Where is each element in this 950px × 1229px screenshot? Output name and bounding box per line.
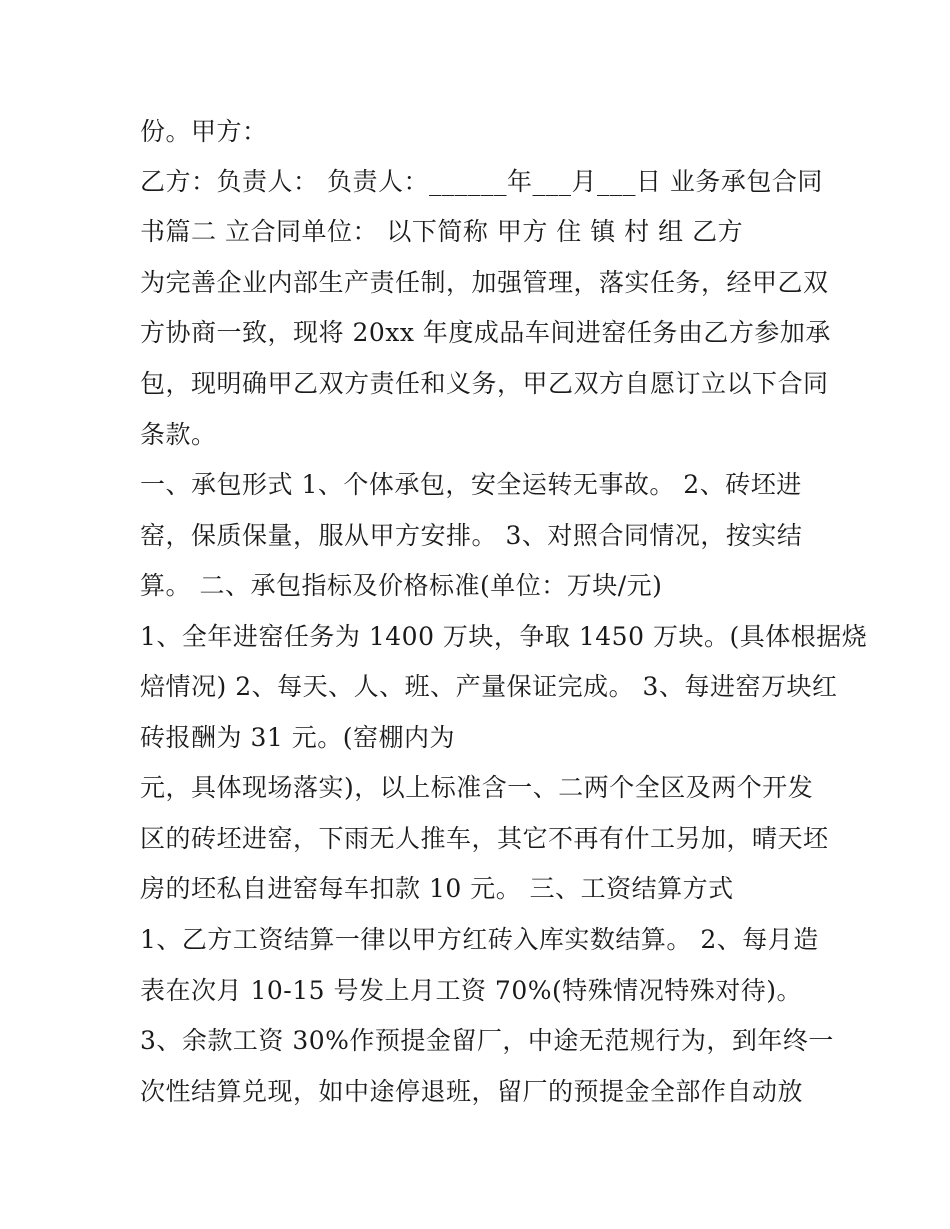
text-line: 砖报酬为 31 元。(窑棚内为 — [140, 723, 455, 752]
text-line: 房的坯私自进窑每车扣款 10 元。 三、工资结算方式 — [140, 874, 734, 903]
text-line: 包，现明确甲乙双方责任和义务，甲乙双方自愿订立以下合同 — [140, 369, 829, 398]
text-line: 表在次月 10-15 号发上月工资 70%(特殊情况特殊对待)。 — [140, 976, 802, 1005]
text-line: 焙情况) 2、每天、人、班、产量保证完成。 3、每进窑万块红 — [140, 672, 838, 701]
text-line: 1、全年进窑任务为 1400 万块，争取 1450 万块。(具体根据烧 — [140, 622, 868, 651]
text-line: 一、承包形式 1、个体承包，安全运转无事故。 2、砖坯进 — [140, 470, 802, 499]
text-line: 算。 二、承包指标及价格标准(单位：万块/元) — [140, 571, 663, 600]
text-line: 份。甲方： — [140, 117, 268, 146]
text-line: 次性结算兑现，如中途停退班，留厂的预提金全部作自动放 — [140, 1077, 804, 1106]
text-line: 窑，保质保量，服从甲方安排。 3、对照合同情况，按实结 — [140, 521, 803, 550]
text-line: 乙方：负责人： 负责人：______年___月___日 业务承包合同 — [140, 167, 823, 196]
text-line: 书篇二 立合同单位： 以下简称 甲方 住 镇 村 组 乙方 — [140, 217, 744, 246]
text-line: 区的砖坯进窑，下雨无人推车，其它不再有什工另加，晴天坯 — [140, 824, 829, 853]
text-line: 为完善企业内部生产责任制，加强管理，落实任务，经甲乙双 — [140, 268, 829, 297]
text-line: 1、乙方工资结算一律以甲方红砖入库实数结算。 2、每月造 — [140, 925, 819, 954]
text-line: 条款。 — [140, 420, 217, 449]
text-line: 元，具体现场落实)，以上标准含一、二两个全区及两个开发 — [140, 773, 814, 802]
text-line: 3、余款工资 30%作预提金留厂，中途无范规行为，到年终一 — [140, 1026, 834, 1055]
text-line: 方协商一致，现将 20xx 年度成品车间进窑任务由乙方参加承 — [140, 318, 831, 347]
